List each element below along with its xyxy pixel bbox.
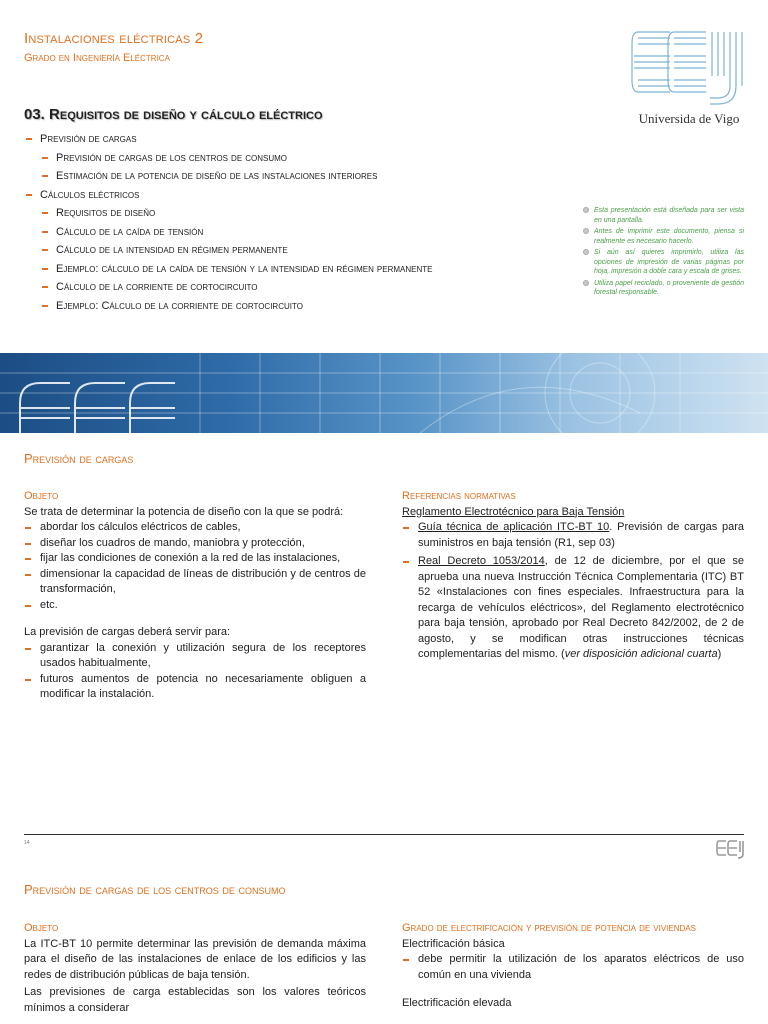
reference-text: , de 12 de diciembre, por el que se aprueba una nueva Instrucción Técnica Complementaria (ITC) BT 52 «Instalaciones con fines especiales. Infraestructura para la recarga de vehículos eléctricos», del Reglamento electrotécnico para baja tensión, aprobado por Real Decreto 842/2002, de 2 de agosto, y se modifican otras instrucciones técnicas complementarias del mismo. ( <box>418 555 745 660</box>
list-item-text: debe permitir la utilización de los aparatos eléctricos de uso común en una vivienda <box>418 953 744 981</box>
toc-item[interactable] <box>24 131 564 150</box>
list-item-text: diseñar los cuadros de mando, maniobra y protección, <box>40 536 305 549</box>
university-name: Universida de Vigo <box>638 111 740 126</box>
eei-logo-icon <box>630 26 748 106</box>
bullet-dash-icon <box>25 527 31 529</box>
slide1-right-heading: Referencias normativas <box>402 490 516 502</box>
print-note <box>582 279 744 298</box>
print-note-text: Esta presentación está diseñada para ser vista en una pantalla. <box>594 207 744 224</box>
list-item-text: abordar los cálculos eléctricos de cables, <box>40 521 241 533</box>
circle-bullet-icon <box>583 228 589 234</box>
list-item <box>402 952 744 983</box>
toc-item-label: Previsión de cargas <box>40 133 137 145</box>
slide1-intro2: La previsión de cargas deberá servir para: <box>24 626 231 638</box>
reference-end: ) <box>717 648 722 660</box>
section-title: 03. Requisitos de diseño y cálculo eléctrico <box>24 106 323 123</box>
print-note <box>582 206 744 225</box>
toc-item-label: Ejemplo: cálculo de la caída de tensión y la intensidad en régimen permanente <box>56 262 433 275</box>
list-item-text: garantizar la conexión y utilización segura de los receptores usados habitualmente, <box>40 641 366 669</box>
slide1-list2 <box>24 641 366 703</box>
real-decreto-link[interactable]: Real Decreto 1053/2014 <box>418 555 545 567</box>
bullet-dash-icon <box>42 157 48 159</box>
electrification-basic-label: Electrificación básica <box>402 937 505 950</box>
list-item <box>24 536 366 552</box>
table-of-contents <box>24 131 564 316</box>
bullet-dash-icon <box>25 605 31 607</box>
toc-item[interactable] <box>24 150 564 169</box>
bullet-dash-icon <box>42 249 48 251</box>
bullet-dash-icon <box>42 268 48 270</box>
list-item <box>24 551 366 567</box>
toc-item-label: Requisitos de diseño <box>56 207 156 219</box>
slide1-left-column <box>24 489 366 703</box>
toc-item-label: Cálculo de la caída de tensión <box>56 225 204 238</box>
slide2-right-heading: Grado de electrificación y previsión de potencia de viviendas <box>402 922 696 934</box>
toc-item[interactable] <box>24 168 564 187</box>
toc-item[interactable] <box>24 261 564 280</box>
toc-item[interactable] <box>24 224 564 243</box>
slide1-intro: Se trata de determinar la potencia de diseño con la que se podrá: <box>24 505 344 518</box>
university-logo <box>630 26 748 126</box>
print-note-text: Utiliza papel reciclado, o proveniente de gestión forestal responsable. <box>594 279 744 296</box>
toc-item-label: Previsión de cargas de los centros de consumo <box>56 151 287 164</box>
list-item-text: etc. <box>40 598 58 611</box>
circle-bullet-icon <box>583 280 589 286</box>
course-subtitle: Grado en Ingeniería Eléctrica <box>24 52 170 64</box>
electrification-elevated-label: Electrificación elevada <box>402 997 512 1009</box>
list-item <box>24 567 366 598</box>
page-number: 14 <box>24 840 30 846</box>
print-note-text: Si aún así quieres imprimirlo, utiliza las opciones de impresión de varias páginas por hoja, impresión a doble cara y escala de grises. <box>594 249 744 275</box>
print-note <box>582 227 744 246</box>
bullet-dash-icon <box>42 286 48 288</box>
print-notes <box>582 206 744 300</box>
bullet-dash-icon <box>25 648 31 650</box>
bullet-dash-icon <box>26 138 32 140</box>
bullet-dash-icon <box>26 194 32 196</box>
list-item <box>24 641 366 672</box>
list-item-text: dimensionar la capacidad de líneas de distribución y de centros de transformación, <box>40 567 366 595</box>
toc-item-label: Cálculos eléctricos <box>40 188 140 201</box>
toc-item-label: Cálculo de la intensidad en régimen permanente <box>56 244 288 256</box>
toc-item-label: Estimación de la potencia de diseño de las instalaciones interiores <box>56 170 378 182</box>
list-item-text: futuros aumentos de potencia no necesariamente obliguen a modificar la instalación. <box>40 672 366 700</box>
slide2-right-column <box>402 921 744 1012</box>
bullet-dash-icon <box>42 175 48 177</box>
bullet-dash-icon <box>25 558 31 560</box>
bullet-dash-icon <box>25 679 31 681</box>
reference-text: . Previsión de cargas para suministros en baja tensión (R1, sep 03) <box>418 521 744 549</box>
slide2-left-column <box>24 921 366 1016</box>
bullet-dash-icon <box>42 212 48 214</box>
slide1-left-heading: Objeto <box>24 490 59 502</box>
reference-note: ver disposición adicional cuarta <box>564 648 718 660</box>
slide2-paragraph: La ITC-BT 10 permite determinar las previsión de demanda máxima para el diseño de las instalaciones de enlace de los edificios y las redes de distribución públicas de baja tensión. <box>24 937 366 981</box>
bullet-dash-icon <box>25 543 31 545</box>
itc-bt-10-link[interactable]: Guía técnica de aplicación ITC-BT 10 <box>418 521 610 533</box>
eei-small-logo-icon <box>716 837 746 864</box>
list-item <box>24 672 366 703</box>
course-title: Instalaciones eléctricas 2 <box>24 30 204 47</box>
toc-item[interactable] <box>24 279 564 298</box>
toc-item-label: Cálculo de la corriente de cortocircuito <box>56 281 258 293</box>
slide1-right-column <box>402 489 744 663</box>
toc-item[interactable] <box>24 187 564 206</box>
reference-item <box>402 554 744 663</box>
bullet-dash-icon <box>42 305 48 307</box>
bullet-dash-icon <box>42 231 48 233</box>
list-item <box>24 598 366 614</box>
print-note-text: Antes de imprimir este documento, piensa si realmente es necesario hacerlo. <box>594 228 744 245</box>
slide2-left-heading: Objeto <box>24 922 59 934</box>
regulation-link[interactable]: Reglamento Electrotécnico para Baja Tensión <box>402 505 625 518</box>
list-item-text: fijar las condiciones de conexión a la red de las instalaciones, <box>40 552 341 564</box>
slide-divider <box>24 834 744 835</box>
bullet-dash-icon <box>25 574 31 576</box>
toc-item[interactable] <box>24 205 564 224</box>
slide1-list <box>24 520 366 613</box>
slide2-paragraph: Las previsiones de carga establecidas son los valores teóricos mínimos a considerar <box>24 986 366 1014</box>
slide2-title: Previsión de cargas de los centros de consumo <box>24 882 286 897</box>
decorative-banner <box>0 353 768 433</box>
banner-graphic <box>0 353 768 433</box>
circle-bullet-icon <box>583 249 589 255</box>
circle-bullet-icon <box>583 207 589 213</box>
print-note <box>582 248 744 277</box>
toc-item[interactable] <box>24 242 564 261</box>
toc-item[interactable] <box>24 298 564 317</box>
reference-item <box>402 520 744 551</box>
toc-item-label: Ejemplo: Cálculo de la corriente de cortocircuito <box>56 299 303 312</box>
slide1-title: Previsión de cargas <box>24 451 134 466</box>
list-item <box>24 520 366 536</box>
